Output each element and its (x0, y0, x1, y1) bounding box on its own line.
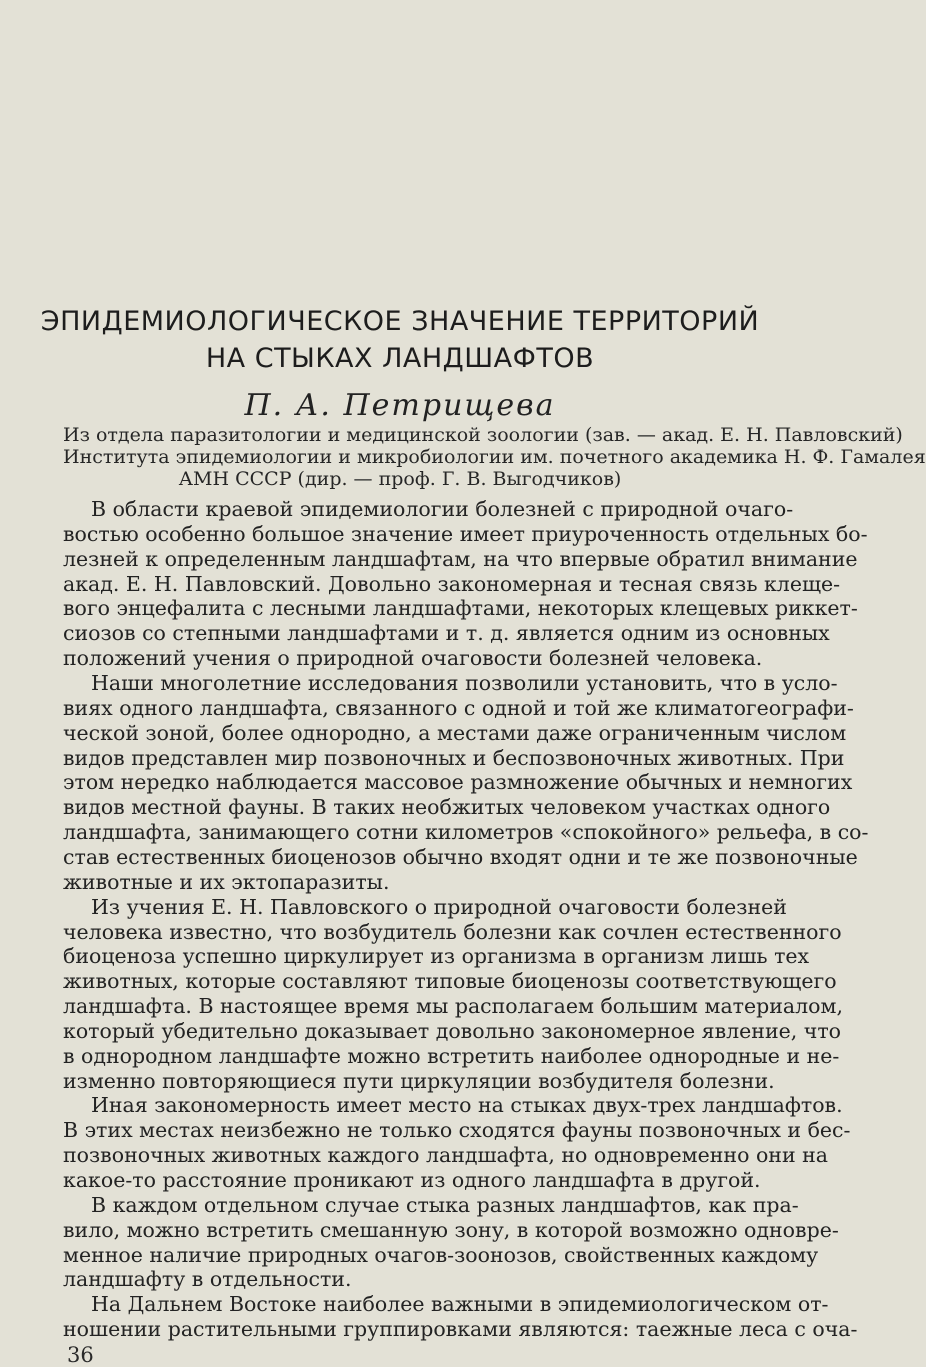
body-line: В каждом отдельном случае стыка разных ландшафтов, как пра- (91, 1192, 799, 1217)
author-name: П. А. Петрищева (244, 388, 556, 423)
body-line: этом нередко наблюдается массовое размножение обычных и немногих (63, 770, 853, 795)
article-title-line-2: НА СТЫКАХ ЛАНДШАФТОВ (205, 343, 595, 374)
body-line: вило, можно встретить смешанную зону, в которой возможно одновре- (63, 1217, 839, 1242)
body-line: менное наличие природных очагов-зоонозов, свойственных каждому (63, 1242, 819, 1267)
affiliation-line-2: Института эпидемиологии и микробиологии им. почетного академика Н. Ф. Гамалея (63, 446, 926, 468)
body-line: в однородном ландшафте можно встретить наиболее однородные и не- (63, 1043, 840, 1068)
body-line: акад. Е. Н. Павловский. Довольно закономерная и тесная связь клеще- (63, 571, 841, 596)
body-line: изменно повторяющиеся пути циркуляции возбудителя болезни. (63, 1068, 775, 1093)
body-line: биоценоза успешно циркулирует из организма в организм лишь тех (63, 944, 810, 969)
body-line: видов местной фауны. В таких необжитых человеком участках одного (63, 795, 831, 820)
body-line: На Дальнем Востоке наиболее важными в эпидемиологическом от- (91, 1292, 829, 1317)
affiliation-line-1: Из отдела паразитологии и медицинской зоологии (зав. — акад. Е. Н. Павловский) (63, 424, 903, 446)
body-line: ландшафта. В настоящее время мы располагаем большим материалом, (63, 994, 843, 1018)
body-line: животных, которые составляют типовые биоценозы соответствующего (63, 969, 837, 994)
body-line: востью особенно большое значение имеет приуроченность отдельных бо- (63, 521, 868, 546)
body-line: Наши многолетние исследования позволили установить, что в усло- (91, 671, 838, 695)
affiliation-line-3: АМН СССР (дир. — проф. Г. В. Выгодчиков) (178, 468, 622, 490)
body-line: человека известно, что возбудитель болезни как сочлен естественного (63, 919, 842, 944)
body-line: ландшафту в отдельности. (63, 1267, 352, 1292)
body-line: В области краевой эпидемиологии болезней с природной очаго- (91, 497, 794, 521)
page-number: 36 (67, 1342, 94, 1367)
body-line: видов представлен мир позвоночных и беспозвоночных животных. При (63, 745, 845, 770)
article-title-line-1: ЭПИДЕМИОЛОГИЧЕСКОЕ ЗНАЧЕНИЕ ТЕРРИТОРИЙ (40, 306, 760, 337)
body-line: Иная закономерность имеет место на стыках двух-трех ландшафтов. (91, 1093, 843, 1118)
body-line: сиозов со степными ландшафтами и т. д. является одним из основных (63, 621, 830, 646)
body-line: вого энцефалита с лесными ландшафтами, некоторых клещевых риккет- (63, 596, 858, 621)
body-line: позвоночных животных каждого ландшафта, но одновременно они на (63, 1143, 829, 1168)
body-line: лезней к определенным ландшафтам, на что впервые обратил внимание (63, 546, 858, 571)
body-line: Из учения Е. Н. Павловского о природной очаговости болезней (91, 894, 787, 919)
body-line: положений учения о природной очаговости болезней человека. (63, 646, 763, 671)
body-line: какое-то расстояние проникают из одного ландшафта в другой. (63, 1168, 761, 1192)
body-line: который убедительно доказывает довольно закономерное явление, что (63, 1018, 842, 1043)
body-line: ландшафта, занимающего сотни километров «спокойного» рельефа, в со- (63, 820, 869, 844)
body-line: животные и их эктопаразиты. (63, 869, 390, 894)
body-line: ческой зоной, более однородно, а местами даже ограниченным числом (63, 720, 847, 745)
body-line: В этих местах неизбежно не только сходятся фауны позвоночных и бес- (63, 1118, 851, 1143)
body-line: став естественных биоценозов обычно входят одни и те же позвоночные (63, 844, 858, 869)
body-line: ношении растительными группировками являются: таежные леса с оча- (63, 1317, 858, 1342)
body-line: виях одного ландшафта, связанного с одной и той же климатогеографи- (63, 695, 854, 720)
